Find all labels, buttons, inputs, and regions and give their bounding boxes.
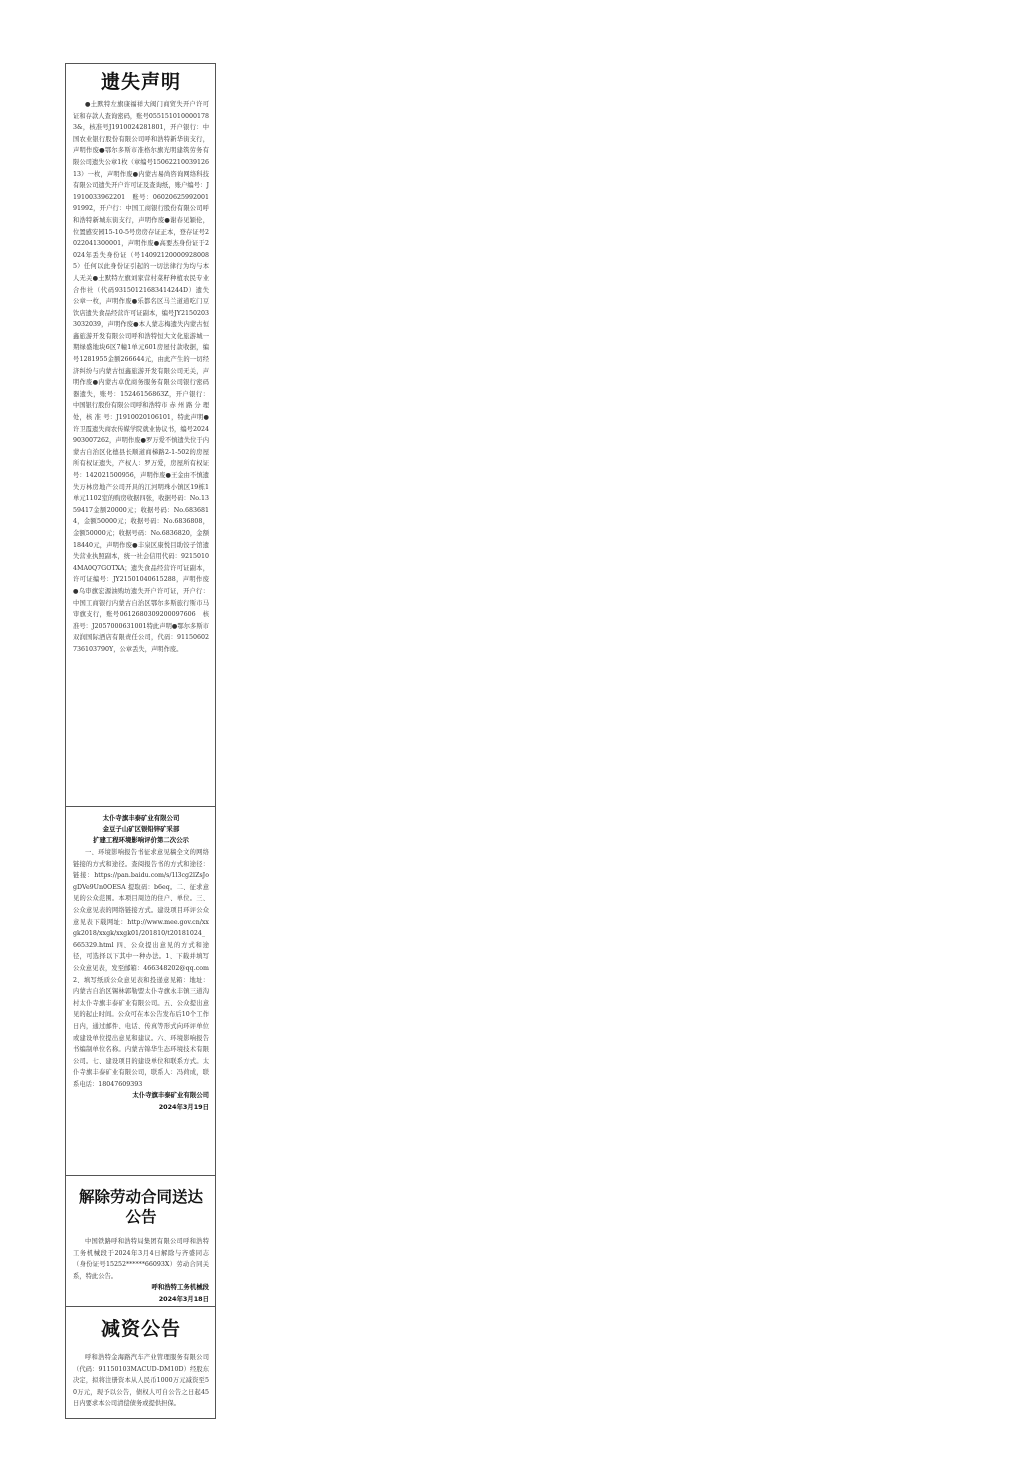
lost-statement-section — [66, 64, 215, 806]
labor-notice-body: 中国铁路呼和浩特局集团有限公司呼和浩特工务机械段于2024年3月4日解除与齐盛同志（身份证号15252******66093X）劳动合同关系，特此公告。 — [73, 1238, 209, 1280]
env-notice-date: 2024年3月19日 — [158, 1102, 209, 1111]
env-notice-heading: 扩建工程环境影响评价第二次公示 — [93, 836, 189, 844]
labor-notice-title: 解除劳动合同送达公告 — [78, 1188, 203, 1226]
notice-column — [65, 63, 216, 1419]
env-notice-company-title: 太仆寺旗丰泰矿业有限公司 — [102, 814, 180, 822]
capital-notice-body: 呼和浩特金海路汽车产业管理服务有限公司（代码：91150103MACUD-DM10D）经股东决定，拟将注册资本从人民币1000万元减资至50万元，现予以公告，债权人可自公告之日起45日内要求本公司清偿债务或提供担保。 — [73, 1354, 209, 1408]
env-notice-titles — [73, 813, 209, 846]
labor-notice-signer: 呼和浩特工务机械段 — [151, 1283, 209, 1292]
env-notice-project-title: 金豆子山矿区银铅锌矿采部 — [102, 825, 180, 833]
labor-notice-section — [66, 1176, 215, 1306]
env-notice-body: 一、环境影响报告书征求意见稿全文的网络链接的方式和途径。查阅报告书的方式和途径：链接：https://pan.baidu.com/s/1l3cg2lZsJogDVe9Un0OESA 提取码：b6eq。二、征求意见的公众范围。本项目周边的住户、单位。三、公众意见表的网络链接方式。建设项目环评公众意见表下载网址：http://www.mee.gov.cn/xxgk2018/xxgk/xxgk01/201810/t20181024_665329.html 四、公众提出意见的方式和途径，可选择以下其中一种办法。1、下载并填写公众意见表，发至邮箱：466348202@qq.com 2、填写纸质公众意见表和投递意见箱：地址：内蒙古自治区锡林郭勒盟太仆寺旗永丰镇三道沟村太仆寺旗丰泰矿业有限公司。五、公众提出意见的起止时间。公众可在本公告发布后10个工作日内，通过邮件、电话、传真等形式向环评单位或建设单位提出意见和建议。六、环境影响报告书编制单位名称。内蒙古锦华生态环境技术有限公司。七、建设项目的建设单位和联系方式。太仆寺旗丰泰矿业有限公司，联系人：冯荷成，联系电话：18047609393 — [73, 849, 209, 1088]
labor-notice-date: 2024年3月18日 — [158, 1294, 209, 1303]
env-notice-section — [66, 807, 215, 1175]
lost-statement-body: ●土默特左旗康福祥大阀门商贸失开户许可证和存款人查询密码，账号0551510100001783&，核准号J1910024281801，开户银行：中国农业银行股份有限公司呼和浩特新华街支行，声明作废●鄂尔多斯市准格尔旗光明建筑劳务有限公司遗失公章1枚（章编号1506221003912613）一枚，声明作废●内蒙古易尚咨询网络科技有限公司遗失开户许可证及查询纸，账户编号：J1910033962201 账号：0602062599200191992，开户行：中国工商银行股份有限公司呼和浩特新城东街支行，声明作废●谢春见颖伦，位置感安园15-10-5号房房存证正本，登存证号2022041300001，声明作废●高要杰身份证于2024年丢失身份证（号140921200009280085）任何以此身份证引起的一切法律行为均与本人无关●土默特左旗刘家营村菜籽种植农民专业合作社（代码93150121683414244D）遗失公章一枚，声明作废●乐都名区马兰道道吃门豆饮店遗失食品经营许可证副本，编号JY21502033032039，声明作废●本人蒙志梅遗失内蒙古恒鑫旅游开发有限公司呼和浩特恒大文化旅游城一期绿盛地块6区7幢1单元601房屋付款收据，编号1281955金额266644元，由此产生的一切经济纠纷与内蒙古恒鑫旅游开发有限公司无关，声明作废●内蒙古卓优商务服务有限公司银行密码器遗失，账号：15246156863Z，开户银行：中国银行股份有限公司呼和浩特市 赤 州 路 分 理 处，核 准 号：J1910020106101，特此声明●许卫霞遗失商农传媒学院就业协议书，编号2024903007262，声明作废●罗万爱不慎遗失位于内蒙古自治区化德县长顺道商梯路2-1-502的房屋所有权证遗失，产权人：罗万爱，房屋所有权证号：142021500956，声明作废●王金由不慎遗失万林房地产公司开具的江河明珠小镇区19栋1单元1102室的购房收据四张，收据号码：No.1359417金额20000元；收据号码：No.6836814，金额50000元；收据号码：No.6836808，金额50000元；收据号码：No.6836820，金额18440元，声明作废●丰泉区康悦目助饺子馆遗失营业执照副本，统一社会信用代码：92150104MA0Q7GOTXA；遗失食品经营许可证副本，许可证编号：JY21501040615288，声明作废●乌审旗宏源油购坊遗失开户许可证，开户行：中国工商银行内蒙古自治区鄂尔多斯旅行斯市马审旗支行，账号0612680309200097606 核准号：J2057000631001特此声明●鄂尔多斯市双润国际酒店有限责任公司，代码：91150602736103790Y，公章丢失，声明作废。 — [73, 101, 210, 653]
lost-statement-title: 遗失声明 — [100, 71, 181, 93]
capital-notice-section — [66, 1307, 215, 1418]
capital-notice-title: 减资公告 — [100, 1318, 181, 1340]
env-notice-signer: 太仆寺旗丰泰矿业有限公司 — [132, 1091, 209, 1100]
